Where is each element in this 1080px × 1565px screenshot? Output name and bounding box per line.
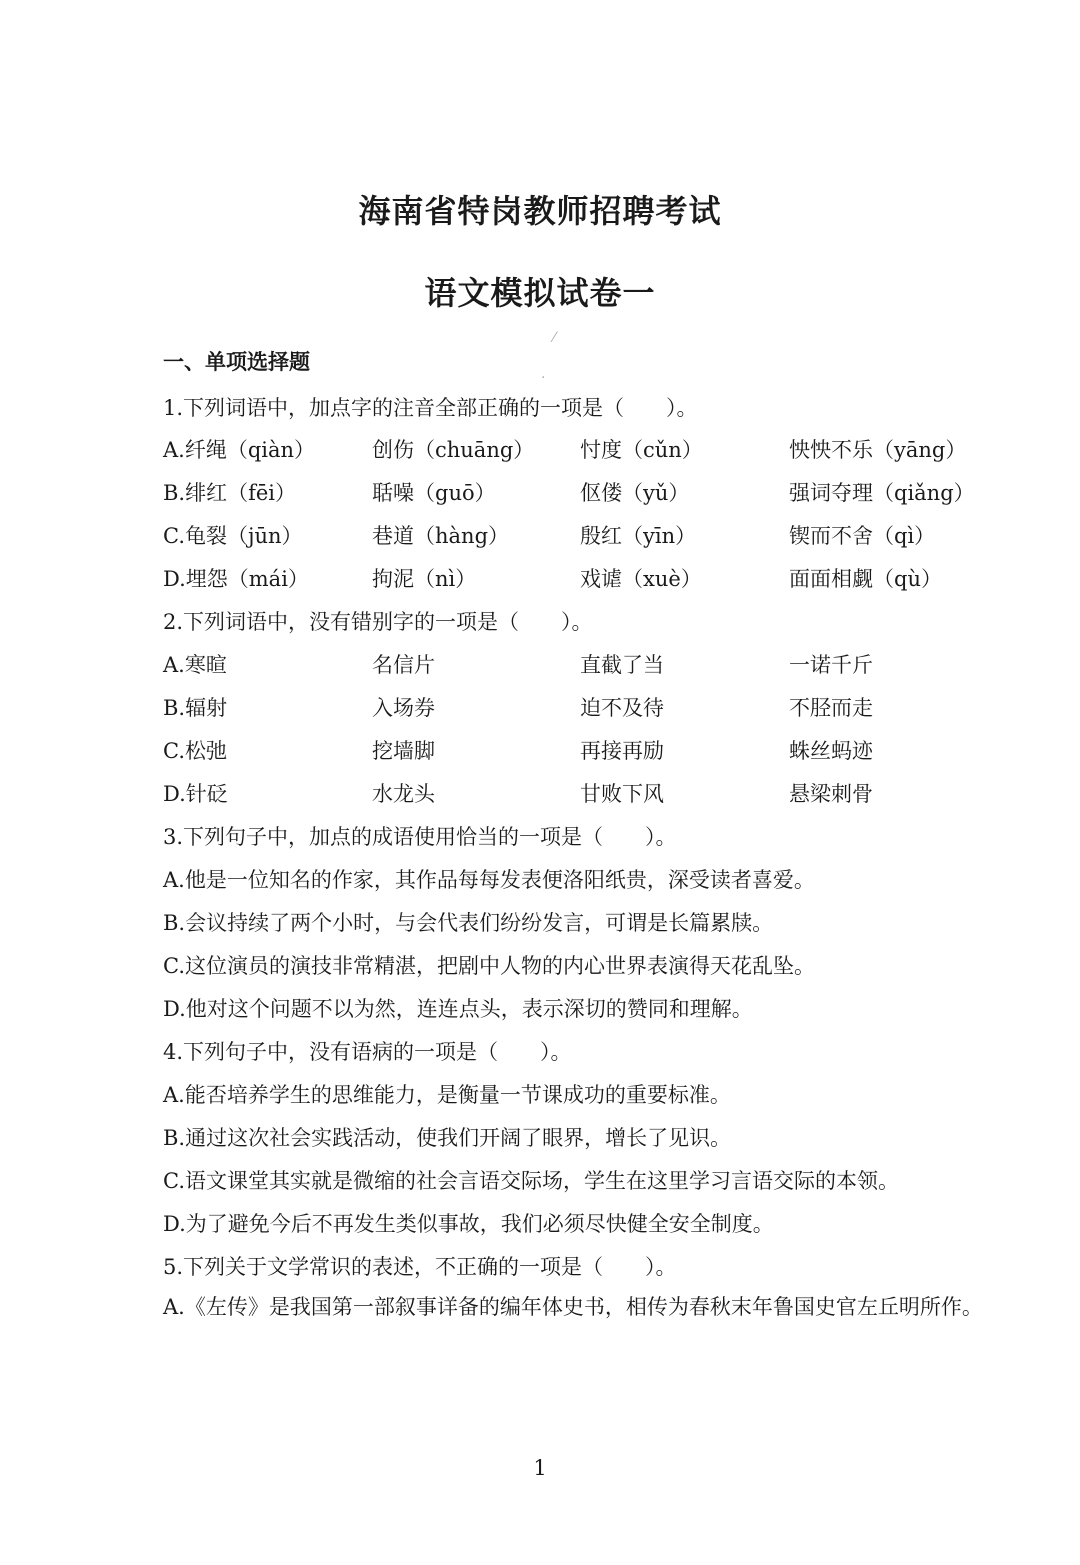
q2-a-4: 一诺千斤 [789, 653, 873, 677]
q1-d-2: 拘泥（nì） [372, 567, 477, 591]
q1-a-4: 怏怏不乐（yāng） [789, 438, 967, 462]
q2-row-c [0, 735, 1080, 765]
q2-row-d [0, 778, 1080, 808]
q4-option-d: D.为了避免今后不再发生类似事故，我们必须尽快健全安全制度。 [163, 1212, 774, 1236]
q3-option-b: B.会议持续了两个小时，与会代表们纷纷发言，可谓是长篇累牍。 [163, 911, 774, 935]
q3-stem: 3.下列句子中，加点的成语使用恰当的一项是（ ）。 [163, 825, 677, 849]
q2-b-3: 迫不及待 [580, 696, 664, 720]
q1-c-4: 锲而不舍（qì） [789, 524, 936, 548]
q1-a-2: 创伤（chuāng） [372, 438, 535, 462]
q1-c-1: C.龟裂（jūn） [163, 524, 303, 548]
page-number: 1 [533, 1456, 547, 1480]
q1-a-3: 忖度（cǔn） [580, 438, 703, 462]
q5-option-a: A.《左传》是我国第一部叙事详备的编年体史书，相传为春秋末年鲁国史官左丘明所作。 [163, 1295, 983, 1319]
q2-b-4: 不胫而走 [789, 696, 873, 720]
section-heading: 一、单项选择题 [163, 350, 310, 374]
scan-speck: ⁄ [553, 330, 556, 346]
q1-d-3: 戏谑（xuè） [580, 567, 702, 591]
q2-c-3: 再接再励 [580, 739, 664, 763]
q4-option-c: C.语文课堂其实就是微缩的社会言语交际场，学生在这里学习言语交际的本领。 [163, 1169, 899, 1193]
q2-stem: 2.下列词语中，没有错别字的一项是（ ）。 [163, 610, 593, 634]
q2-d-2: 水龙头 [372, 782, 435, 806]
q2-row-a [0, 649, 1080, 679]
q2-c-1: C.松弛 [163, 739, 227, 763]
q3-option-a: A.他是一位知名的作家，其作品每每发表便洛阳纸贵，深受读者喜爱。 [163, 868, 815, 892]
q1-d-1: D.埋怨（mái） [163, 567, 309, 591]
q1-a-1: A.纤绳（qiàn） [163, 438, 316, 462]
q2-c-4: 蛛丝蚂迹 [789, 739, 873, 763]
q5-stem: 5.下列关于文学常识的表述，不正确的一项是（ ）。 [163, 1255, 677, 1279]
q2-row-b [0, 692, 1080, 722]
q1-row-d [0, 563, 1080, 593]
q2-a-3: 直截了当 [580, 653, 664, 677]
scan-speck: · [541, 370, 546, 386]
q3-option-d: D.他对这个问题不以为然，连连点头，表示深切的赞同和理解。 [163, 997, 753, 1021]
q2-c-2: 挖墙脚 [372, 739, 435, 763]
exam-title: 海南省特岗教师招聘考试 [358, 192, 722, 230]
q4-option-a: A.能否培养学生的思维能力，是衡量一节课成功的重要标准。 [163, 1083, 731, 1107]
q2-d-1: D.针砭 [163, 782, 228, 806]
q1-d-4: 面面相觑（qù） [789, 567, 942, 591]
q1-b-1: B.绯红（fēi） [163, 481, 297, 505]
q2-b-1: B.辐射 [163, 696, 228, 720]
q1-row-a [0, 434, 1080, 464]
q3-option-c: C.这位演员的演技非常精湛，把剧中人物的内心世界表演得天花乱坠。 [163, 954, 815, 978]
q1-b-4: 强词夺理（qiǎng） [789, 481, 975, 505]
exam-subtitle: 语文模拟试卷一 [424, 274, 656, 312]
q1-row-b [0, 477, 1080, 507]
q2-d-4: 悬梁刺骨 [789, 782, 873, 806]
q1-b-3: 伛偻（yǔ） [580, 481, 690, 505]
q2-a-2: 名信片 [372, 653, 435, 677]
q1-c-3: 殷红（yīn） [580, 524, 697, 548]
q4-stem: 4.下列句子中，没有语病的一项是（ ）。 [163, 1040, 572, 1064]
q1-stem: 1.下列词语中，加点字的注音全部正确的一项是（ ）。 [163, 396, 698, 420]
q2-d-3: 甘败下风 [580, 782, 664, 806]
q2-a-1: A.寒暄 [163, 653, 227, 677]
q1-row-c [0, 520, 1080, 550]
q2-b-2: 入场券 [372, 696, 435, 720]
q4-option-b: B.通过这次社会实践活动，使我们开阔了眼界，增长了见识。 [163, 1126, 732, 1150]
q1-c-2: 巷道（hàng） [372, 524, 510, 548]
q1-b-2: 聒噪（guō） [372, 481, 496, 505]
